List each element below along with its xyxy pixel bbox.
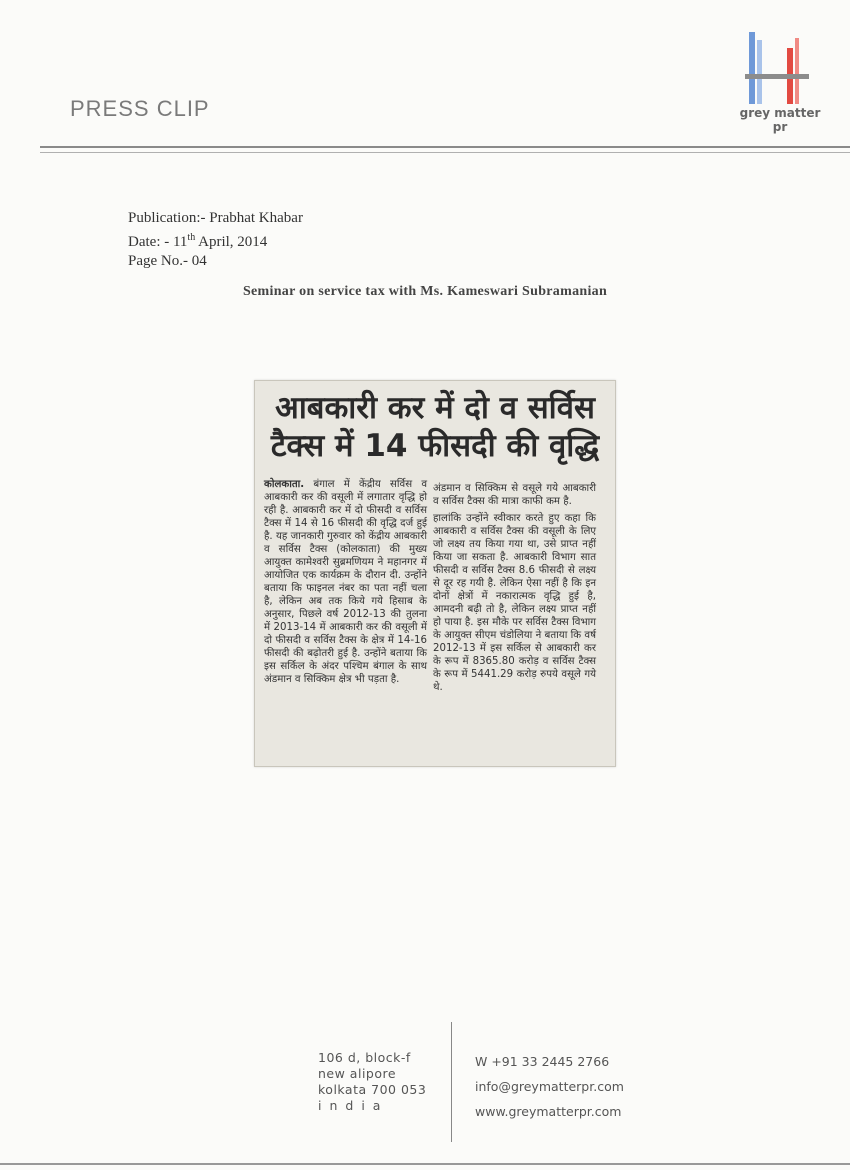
article-dateline: कोलकाता.: [264, 479, 305, 490]
publication-line: Publication:- Prabhat Khabar: [128, 210, 303, 226]
address-line-4: india: [318, 1098, 389, 1113]
date-suffix: April, 2014: [195, 234, 268, 250]
footer-address: [318, 1050, 426, 1114]
date-prefix: Date: - 11: [128, 234, 188, 250]
footer-email[interactable]: info@greymatterpr.com: [475, 1079, 624, 1094]
address-line-2: new alipore: [318, 1066, 397, 1081]
headline-line-1: आबकारी कर में दो व सर्विस: [275, 390, 595, 426]
article-column-right: [433, 482, 596, 698]
grey-matter-logo: [733, 30, 827, 134]
seminar-title: Seminar on service tax with Ms. Kameswari Subramanian: [242, 284, 608, 299]
logo-mark-icon: [745, 30, 815, 106]
press-clip-title: PRESS CLIP: [70, 96, 210, 121]
article-right-para-2: हालांकि उन्होंने स्वीकार करते हुए कहा कि आबकारी व सर्विस टैक्स की वसूली के लिए जो लक्ष्य तय किया गया था, उसे प्राप्त नहीं किया जा सकता है. आबकारी विभाग सात फीसदी व सर्विस टैक्स 8.6 फीसदी से लक्ष्य से दूर रह गयी है. लेकिन ऐसा नहीं है कि इन दोनों क्षेत्रों में नकारात्मक वृद्धि हुई है, आमदनी बढ़ी तो है, लेकिन लक्ष्य प्राप्त नहीं हो पाया है. इस मौके पर सर्विस टैक्स विभाग के आयुक्त सीएम चंडोलिया ने बताया कि वर्ष 2012-13 में इस सर्किल से आबकारी कर के रूप में 8365.80 करोड़ व सर्विस टैक्स के रूप में 5441.29 करोड़ रुपये वसूले गये थे.: [433, 513, 596, 693]
clipping-headline: [265, 389, 605, 465]
footer-website[interactable]: www.greymatterpr.com: [475, 1104, 622, 1119]
address-line-3: kolkata 700 053: [318, 1082, 427, 1097]
article-column-left: [264, 478, 427, 686]
newspaper-clipping: [254, 380, 616, 767]
footer-phone: W +91 33 2445 2766: [475, 1054, 610, 1069]
publication-meta: [128, 209, 303, 271]
date-sup: th: [187, 232, 196, 243]
date-line: [128, 228, 303, 252]
header-rule-thin: [40, 152, 850, 153]
logo-text: grey matter pr: [739, 106, 821, 134]
footer-divider: [451, 1022, 452, 1142]
article-left-text: बंगाल में केंद्रीय सर्विस व आबकारी कर की वसूली में लगातार वृद्धि हो रही है. आबकारी कर में दो फीसदी व सर्विस टैक्स में 14 से 16 फीसदी की वृद्धि दर्ज हुई है. यह जानकारी गुरुवार को केंद्रीय आबकारी व सर्विस टैक्स (कोलकाता) की मुख्य आयुक्त कामेश्वरी सुब्रमणियम ने महानगर में आयोजित एक कार्यक्रम के दौरान दी. उन्होंने बताया कि फाइनल नंबर का पता नहीं चला है, लेकिन अब तक किये गये हिसाब के अनुसार, पिछले वर्ष 2012-13 की तुलना में 2013-14 में आबकारी कर की वसूली में दो फीसदी व सर्विस टैक्स के क्षेत्र में 14-16 फीसदी की बढ़ोतरी हुई है. उन्होंने बताया कि इस सर्किल के अंदर पश्चिम बंगाल के साथ अंडमान व सिक्किम क्षेत्र भी पड़ता है.: [264, 479, 427, 685]
header-rule: [40, 146, 850, 148]
page-line: Page No.- 04: [128, 253, 207, 269]
article-right-para-1: अंडमान व सिक्किम से वसूले गये आबकारी व सर्विस टैक्स की मात्रा काफी कम है.: [433, 483, 596, 507]
footer-contact: [475, 1049, 624, 1124]
headline-line-2: टैक्स में 14 फीसदी की वृद्धि: [270, 428, 600, 464]
footer-rule: [0, 1163, 850, 1165]
address-line-1: 106 d, block-f: [318, 1050, 411, 1065]
